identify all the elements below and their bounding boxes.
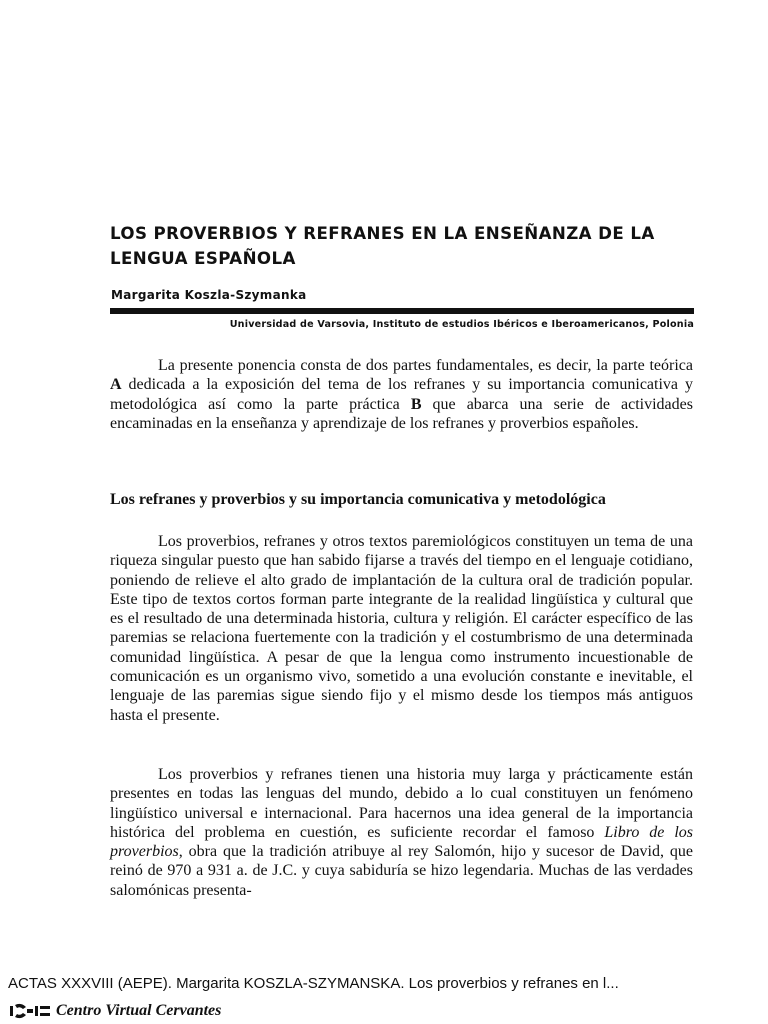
section-heading: Los refranes y proverbios y su importancia comunicativa y metodológica bbox=[110, 491, 606, 508]
body-paragraph-1 bbox=[110, 532, 693, 725]
intro-text-2: dedicada a la exposición del tema de los refranes y su importancia comunicativa y metodológica así como la parte práctica bbox=[110, 376, 693, 413]
paragraph-2-text-2: , obra que la tradición atribuye al rey Salomón, hijo y sucesor de David, que reinó de 970 a 931 a. de J.C. y cuya sabiduría se hizo legendaria. Muchas de las verdades salomónicas presenta- bbox=[110, 843, 693, 899]
author-affiliation: Universidad de Varsovia, Instituto de estudios Ibéricos e Iberoamericanos, Polonia bbox=[229, 319, 694, 330]
author-name: Margarita Koszla-Szymanka bbox=[111, 288, 307, 302]
title-rule bbox=[110, 308, 694, 314]
book-title-italic: Libro de los proverbios bbox=[110, 823, 693, 861]
body-paragraph-2 bbox=[110, 765, 693, 900]
paragraph-2-text-1: Los proverbios y refranes tienen una historia muy larga y prácticamente están presentes en todas las lenguas del mundo, debido a lo cual constituyen un fenómeno lingüístico universal e internacional. Para hacernos una idea general de la importancia histórica del problema en cuestión, es suficiente recordar el famoso bbox=[110, 766, 693, 841]
paragraph-1-text: Los proverbios, refranes y otros textos paremiológicos constituyen un tema de una riqueza singular puesto que han sabido fijarse a través del tiempo en el lenguaje cotidiano, poniendo de relieve el alto grado de implantación de la cultura oral de tradición popular. Este tipo de textos cortos forman parte integrante de la realidad lingüística y cultural que es el resultado de una determinada historia, cultura y religión. El carácter específico de las paremias se relaciona fuertemente con la tradición y el costumbrismo de una determinada comunidad lingüística. A pesar de que la lengua como instrumento incuestionable de comunicación es un organismo vivo, sometido a una evolución constante e inevitable, el lenguaje de las paremias sigue siendo fijo y el mismo desde los tiempos más antiguos hasta el presente. bbox=[110, 533, 693, 724]
intro-bold-b: B bbox=[410, 395, 422, 413]
document-caption-link[interactable]: ACTAS XXXVIII (AEPE). Margarita KOSZLA-SZYMANSKA. Los proverbios y refranes en l... bbox=[8, 975, 619, 992]
intro-text-3: que abarca una serie de actividades encaminadas en la enseñanza y aprendizaje de los refranes y proverbios españoles. bbox=[110, 395, 693, 432]
intro-bold-a: A bbox=[110, 376, 122, 394]
viewer-footer bbox=[0, 965, 768, 1024]
article-title: LOS PROVERBIOS Y REFRANES EN LA ENSEÑANZA DE LA LENGUA ESPAÑOLA bbox=[110, 224, 655, 269]
intro-paragraph bbox=[110, 356, 693, 433]
cvc-brand[interactable] bbox=[10, 1001, 221, 1021]
cvc-brand-name: Centro Virtual Cervantes bbox=[56, 1002, 222, 1019]
cvc-logo-icon bbox=[10, 1003, 50, 1019]
intro-text-1: La presente ponencia consta de dos partes fundamentales, es decir, la parte teórica bbox=[158, 357, 693, 374]
